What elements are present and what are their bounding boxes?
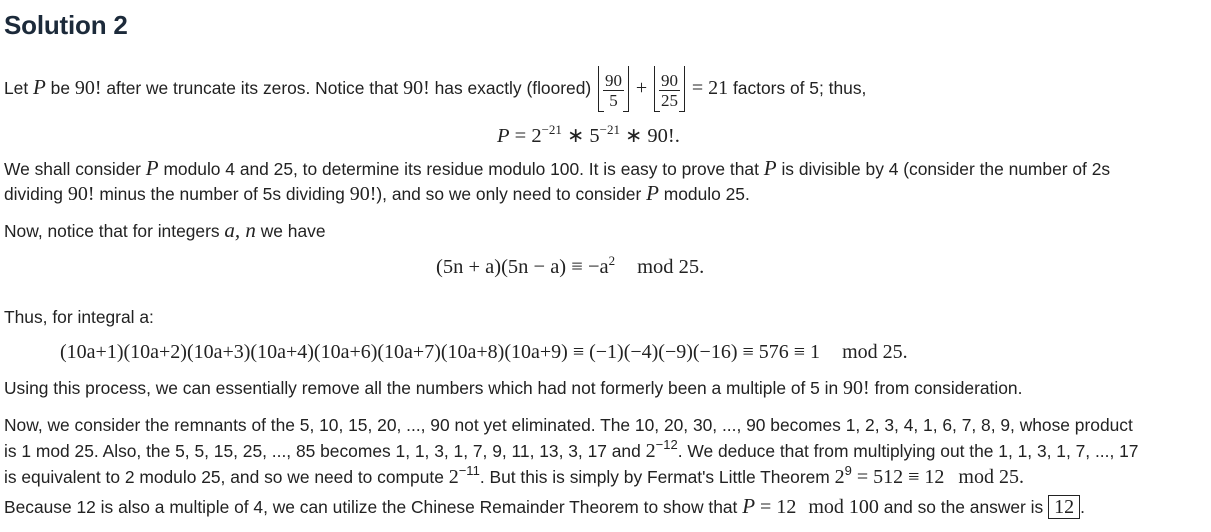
text: minus the number of 5s dividing (94, 184, 350, 204)
eq-part: ∗ 90!. (619, 125, 680, 147)
equation-product (60, 341, 908, 364)
math-expression: = 512 ≡ 12 (851, 466, 945, 488)
math-mod: mod 100 (808, 496, 879, 518)
equation-difference-of-squares (436, 253, 705, 279)
text: Because 12 is also a multiple of 4, we can utilize the Chinese Remainder Theorem to show that (4, 497, 743, 517)
fraction (659, 71, 680, 110)
text: modulo 25. (658, 184, 750, 204)
paragraph-line: Thus, for integral a: (4, 307, 154, 327)
math-var: P (742, 494, 756, 518)
math-factorial: 90! (74, 77, 102, 99)
math-factorial: 90! (349, 183, 377, 205)
paragraph-line (4, 219, 326, 242)
text: factors of 5; thus, (728, 78, 867, 98)
text: We shall consider (4, 159, 146, 179)
text: Using this process, we can essentially remove all the numbers which had not formerly been a multiple of 5 in (4, 378, 844, 398)
math-var: P (763, 156, 777, 180)
exponent: −21 (541, 122, 562, 137)
text: Now, notice that for integers (4, 221, 225, 241)
exponent: −12 (655, 437, 678, 452)
fraction (603, 71, 624, 110)
text: is divisible by 4 (consider the number of 2s (776, 159, 1111, 179)
paragraph-line (4, 377, 1022, 399)
eq-part: mod 25. (842, 341, 908, 363)
eq-part: P (497, 125, 510, 147)
math-var: P (33, 75, 46, 99)
exponent: 9 (844, 463, 852, 478)
paragraph-line (4, 463, 1024, 488)
eq-part: mod 25. (637, 256, 705, 278)
answer-box: 12 (1048, 495, 1080, 519)
text: has exactly (floored) (429, 78, 597, 98)
text: Let (4, 78, 34, 98)
eq-part: ∗ 5 (561, 125, 600, 147)
math-var: P (646, 181, 659, 205)
text: we have (255, 221, 326, 241)
math-factorial: 90! (67, 183, 95, 205)
math-factorial: 90! (403, 77, 430, 99)
fraction-denominator: 25 (661, 91, 678, 111)
math-expression: = 12 (755, 496, 797, 518)
paragraph-line (4, 157, 1110, 180)
math-factorial: 90! (843, 377, 870, 399)
paragraph-line (4, 182, 750, 205)
paragraph-line (4, 495, 1085, 519)
text: ), and so we only need to consider (376, 184, 647, 204)
floor-bracket (654, 66, 685, 112)
math-base: 2 (834, 466, 845, 488)
eq-part: = 2 (509, 125, 542, 147)
text: is 1 mod 25. Also, the 5, 5, 15, 25, ..., 85 becomes 1, 1, 3, 1, 7, 9, 11, 13, 3, 17 and (4, 441, 646, 461)
math-var: P (145, 156, 159, 180)
math-vars: a, n (224, 218, 256, 242)
paragraph-line (4, 437, 1139, 462)
fraction-numerator: 90 (661, 71, 678, 91)
equation-p-definition (497, 123, 680, 148)
text: . But this is simply by Fermat's Little Theorem (479, 467, 835, 487)
fraction-numerator: 90 (605, 71, 623, 91)
math-base: 2 (448, 466, 459, 488)
fraction-denominator: 5 (603, 90, 624, 110)
text: dividing (4, 184, 68, 204)
math-base: 2 (645, 440, 656, 462)
intro-paragraph (4, 64, 866, 112)
exponent: −11 (458, 463, 480, 478)
text: . (1080, 497, 1085, 517)
math-plus: + (635, 77, 648, 99)
eq-part: (10a+1)(10a+2)(10a+3)(10a+4)(10a+6)(10a+7)(10a+8)(10a+9) ≡ (−1)(−4)(−9)(−16) ≡ 576 ≡ 1 (60, 341, 821, 363)
math-mod: mod 25. (958, 466, 1024, 488)
paragraph-line: Now, we consider the remnants of the 5, 10, 15, 20, ..., 90 not yet eliminated. The 10, 20, 30, ..., 90 becomes 1, 2, 3, 4, 1, 6, 7, 8, 9, whose product (4, 415, 1133, 435)
text: and so the answer is (878, 497, 1049, 517)
eq-part: (5n + a)(5n − a) ≡ −a (436, 256, 609, 278)
exponent: 2 (608, 253, 616, 268)
text: . We deduce that from multiplying out the 1, 1, 3, 1, 7, ..., 17 (677, 441, 1139, 461)
solution-heading: Solution 2 (4, 10, 128, 40)
text: from consideration. (869, 378, 1023, 398)
floor-bracket (598, 66, 629, 112)
text: after we truncate its zeros. Notice that (101, 78, 404, 98)
exponent: −21 (599, 122, 620, 137)
text: is equivalent to 2 modulo 25, and so we need to compute (4, 467, 449, 487)
text: modulo 4 and 25, to determine its residue modulo 100. It is easy to prove that (158, 159, 764, 179)
math-equals: = 21 (691, 77, 729, 99)
text: be (45, 78, 75, 98)
